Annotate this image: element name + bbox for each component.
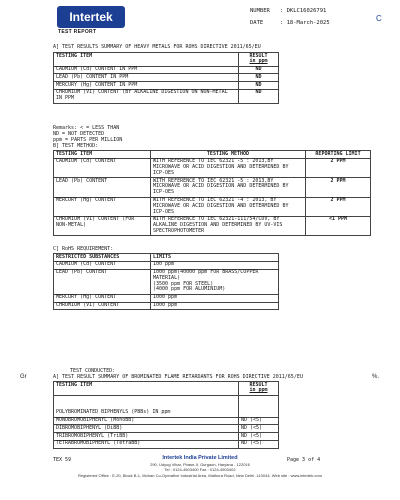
section-d-title: A] TEST RESULT SUMMARY OF BROMINATED FLAME RETARDANTS FOR ROHS DIRECTIVE 2011/65/EU <box>53 374 303 380</box>
section-c-title: C] RoHS REQUIREMENT: <box>53 246 114 252</box>
number-value: : DKLC16026791 <box>280 8 327 14</box>
row-result <box>239 395 279 417</box>
footer-code: TEX 59 <box>53 457 72 463</box>
row-substance: MERCURY (Hg) CONTENT <box>54 294 151 302</box>
col-result-unit: in ppm <box>249 387 268 394</box>
row-method: WITH REFERENCE TO IEC 62321 -5 : 2013,BY MICROWAVE OR ACID DIGESTION AND DETERMINED BY ICP-OES <box>151 158 306 177</box>
row-method: WITH REFERENCE TO IEC 62321 -5 : 2013,BY MICROWAVE OR ACID DIGESTION AND DETERMINED BY ICP-OES <box>151 178 306 197</box>
row-result: ND <box>239 66 279 74</box>
table-row <box>54 197 371 216</box>
row-substance: CADMIUM (Cd) CONTENT <box>54 261 151 269</box>
row-item: LEAD (Pb) CONTENT <box>54 178 151 197</box>
rohs-requirement-table <box>53 253 279 310</box>
row-limit: <1 PPM <box>306 216 371 235</box>
row-result: ND <box>239 89 279 103</box>
footer-address-1: 290, Udyog Vihar, Phase-II, Gurgaon, Haryana - 122016 <box>150 462 250 467</box>
row-limit: 2 PPM <box>306 197 371 216</box>
footer-address-2: Tel : 0124-4503400 Fax : 0124-4503402 <box>164 467 236 472</box>
col-testing-item: TESTING ITEM <box>54 151 151 159</box>
remark-ppm: ppm = PARTS PER MILLION <box>53 137 123 143</box>
remark-not-detected: ND = NOT DETECTED <box>53 131 105 137</box>
section-b-title: B] TEST METHOD: <box>53 143 99 149</box>
row-item: CHROMIUM (VI) CONTENT (FOR NON-METAL) <box>54 216 151 235</box>
heavy-metals-table <box>53 52 279 104</box>
row-item: MERCURY (Hg) CONTENT IN PPM <box>54 82 239 90</box>
row-limit: 2 PPM <box>306 178 371 197</box>
row-result: ND <box>239 82 279 90</box>
col-result-unit: in ppm <box>249 58 268 65</box>
table-row <box>54 269 279 294</box>
col-testing-method: TESTING METHOD <box>151 151 306 159</box>
row-item: CHROMIUM (VI) CONTENT (BY ALKALINE DIGESTION ON NON-METAL IN PPM <box>54 89 239 103</box>
logo-text: Intertek <box>69 10 113 24</box>
row-item: TETRABROMOBIPHENYL (TetraBB) <box>54 440 239 448</box>
margin-mark-right: %. <box>372 374 380 380</box>
table-row <box>54 216 371 235</box>
col-result <box>239 382 279 396</box>
remark-less-than: Remarks: < = LESS THAN <box>53 125 120 131</box>
row-result: ND <box>239 74 279 82</box>
row-substance: CHROMIUM (VI) CONTENT <box>54 302 151 310</box>
number-label: NUMBER <box>250 8 270 14</box>
row-item: LEAD (Pb) CONTENT IN PPM <box>54 74 239 82</box>
row-result: ND (<5) <box>239 417 279 425</box>
col-testing-item: TESTING ITEM <box>54 53 239 67</box>
col-reporting-limit: REPORTING LIMIT <box>306 151 371 159</box>
page-number: Page 3 of 4 <box>287 457 321 463</box>
corner-glyph: C <box>376 14 382 23</box>
row-item: TRIBROMOBIPHENYL (TriBB) <box>54 433 239 441</box>
row-item: CADMIUM (Cd) CONTENT <box>54 158 151 177</box>
row-item: MONOBROMOBIPHENYL (MonoBB) <box>54 417 239 425</box>
table-row <box>54 89 279 103</box>
row-limit: 100 ppm <box>151 261 279 269</box>
table-row <box>54 417 279 425</box>
row-result: ND (<5) <box>239 440 279 448</box>
footer-address-3: Registered Office : E-20, Block B-1, Mohan Co-Operative Industrial Area, Mathura Road, New Delhi -110044. Web site : www.intertek.com <box>78 473 322 478</box>
table-row <box>54 302 279 310</box>
col-limits: LIMITS <box>151 254 279 262</box>
row-result: ND (<5) <box>239 425 279 433</box>
row-item: POLYBROMINATED BIPHENYLS (PBBs) IN ppm <box>54 395 239 417</box>
row-limit: 1000 ppm(40000 ppm FOR BRASS/COPPER MATERIAL) (3500 ppm FOR STEEL) (4000 ppm FOR ALUMINIUM) <box>151 269 279 294</box>
table-row <box>54 158 371 177</box>
col-testing-item: TESTING ITEM <box>54 382 239 396</box>
brominated-retardants-table <box>53 381 279 449</box>
table-row <box>54 178 371 197</box>
row-substance: LEAD (Pb) CONTENT <box>54 269 151 294</box>
row-item: MERCURY (Hg) CONTENT <box>54 197 151 216</box>
date-value: : 18-March-2025 <box>280 20 330 26</box>
table-row <box>54 395 279 417</box>
row-limit: 1000 ppm <box>151 302 279 310</box>
test-method-table <box>53 150 371 236</box>
col-result-label: RESULT <box>249 52 268 59</box>
row-limit: 2 PPM <box>306 158 371 177</box>
table-row <box>54 261 279 269</box>
row-result: ND (<5) <box>239 433 279 441</box>
test-conducted-label: TEST CONDUCTED: <box>70 368 116 374</box>
row-item: DIBROMOBIPHENYL (DiBB) <box>54 425 239 433</box>
row-method: WITH REFERENCE TO IEC 62321 -4 : 2013, BY MICROWAVE OR ACID DIGESTION AND DETERMINED BY ICP-OES <box>151 197 306 216</box>
row-item: CADMIUM (Cd) CONTENT IN PPM <box>54 66 239 74</box>
col-result-label: RESULT <box>249 381 268 388</box>
table-row <box>54 66 279 74</box>
row-method: WITH REFERENCE TO IEC 62321-111/54/CDV, BY ALKALINE DIGESTION AND DETERMINED BY UV-VIS SPECTROPHOTOMETER <box>151 216 306 235</box>
margin-mark-left: Gr <box>20 374 27 380</box>
col-restricted-substances: RESTRICTED SUBSTANCES <box>54 254 151 262</box>
footer-company: Intertek India Private Limited <box>162 455 238 461</box>
table-row <box>54 440 279 448</box>
intertek-logo <box>57 6 125 28</box>
table-row <box>54 433 279 441</box>
col-result <box>239 53 279 67</box>
table-row <box>54 425 279 433</box>
row-limit: 1000 ppm <box>151 294 279 302</box>
table-row <box>54 294 279 302</box>
table-row <box>54 74 279 82</box>
section-a-title: A] TEST RESULTS SUMMARY OF HEAVY METALS FOR ROHS DIRECTIVE 2011/65/EU <box>53 44 261 50</box>
table-row <box>54 82 279 90</box>
date-label: DATE <box>250 20 264 26</box>
report-subtitle: TEST REPORT <box>58 29 97 35</box>
